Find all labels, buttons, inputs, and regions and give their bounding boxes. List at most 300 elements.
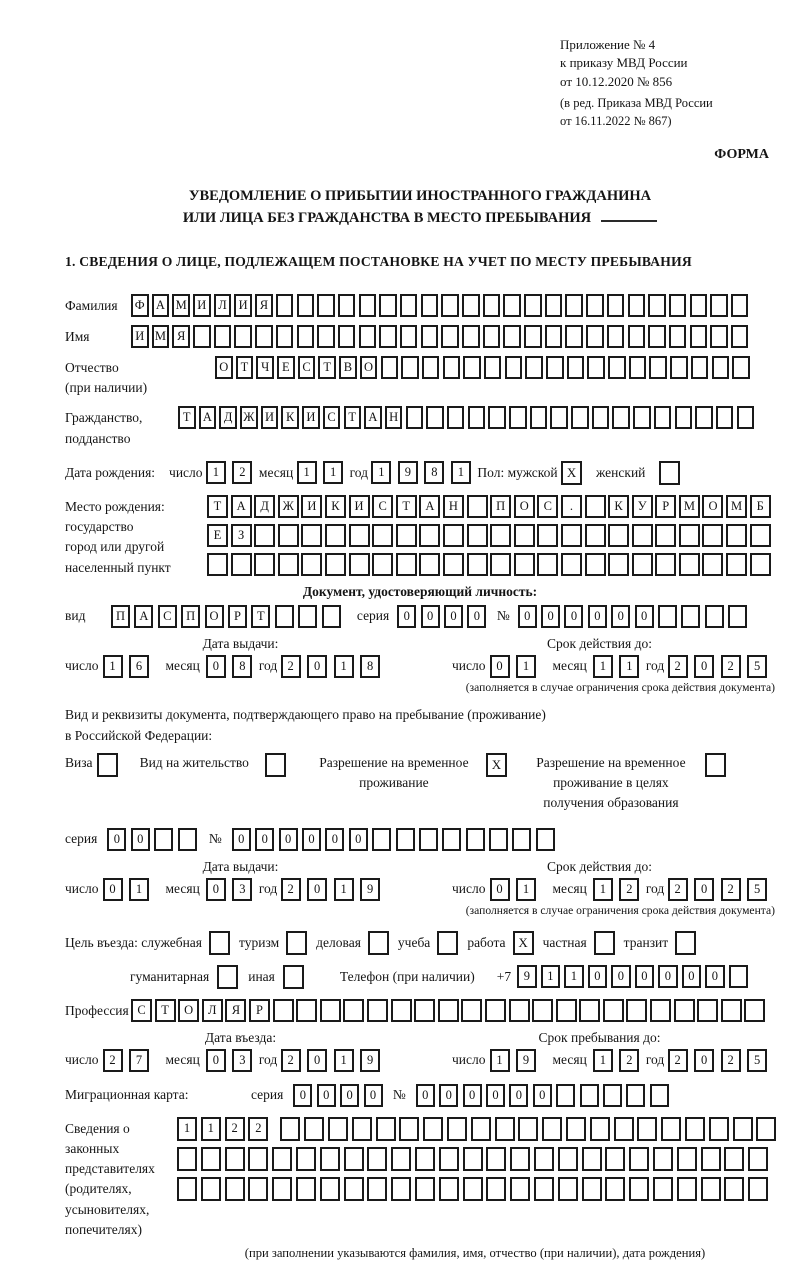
- form-cell: 0: [364, 1084, 383, 1107]
- form-cell: 0: [421, 605, 440, 628]
- form-cell: В: [339, 356, 357, 379]
- form-cell: [463, 1177, 483, 1201]
- surname-label: Фамилия: [65, 297, 118, 313]
- form-cell: [462, 325, 480, 348]
- form-cell: 0: [486, 1084, 505, 1107]
- form-cell: [414, 999, 435, 1022]
- form-cell: [585, 495, 606, 518]
- form-cell: [612, 406, 630, 429]
- form-cell: 0: [439, 1084, 458, 1107]
- form-cell: О: [360, 356, 378, 379]
- citizenship-label: Гражданство, подданство: [65, 410, 143, 446]
- form-cell: 0: [397, 605, 416, 628]
- form-cell: 0: [611, 965, 631, 988]
- appendix-lines: [560, 36, 775, 131]
- form-cell: [372, 828, 391, 851]
- form-cell: [505, 356, 523, 379]
- form-cell: 0: [564, 605, 583, 628]
- migration-number-cells: [416, 1084, 673, 1107]
- form-cell: [396, 553, 417, 576]
- form-cell: [556, 999, 577, 1022]
- form-cell: Т: [236, 356, 254, 379]
- form-cell: [545, 294, 563, 317]
- form-cell: [756, 1117, 776, 1141]
- title-line-2: ИЛИ ЛИЦА БЕЗ ГРАЖДАНСТВА В МЕСТО ПРЕБЫВАНИЯ: [182, 210, 592, 227]
- form-cell: 1: [334, 1049, 354, 1072]
- form-cell: Р: [228, 605, 247, 628]
- phone-prefix: +7: [496, 968, 512, 984]
- form-cell: [352, 1117, 372, 1141]
- form-cell: [691, 356, 709, 379]
- sex-male-checkbox: X: [561, 461, 582, 485]
- form-cell: 2: [668, 655, 688, 678]
- migration-card-row: Миграционная карта: серия 0 0 0 0 № 0 0 0 0 0 0: [65, 1084, 775, 1107]
- form-cell: 1: [129, 878, 149, 901]
- form-cell: [605, 1177, 625, 1201]
- doc-number-label: №: [496, 608, 510, 624]
- form-cell: 1: [593, 1049, 613, 1072]
- form-cell: [467, 553, 488, 576]
- form-cell: [633, 406, 651, 429]
- form-cell: [586, 294, 604, 317]
- form-cell: 2: [281, 878, 301, 901]
- form-cell: [637, 1117, 657, 1141]
- form-cell: [367, 1177, 387, 1201]
- form-cell: [278, 553, 299, 576]
- form-cell: [561, 524, 582, 547]
- entry-month: [206, 1049, 259, 1072]
- form-cell: 0: [340, 1084, 359, 1107]
- form-cell: [367, 999, 388, 1022]
- form-cell: [629, 1147, 649, 1171]
- sex-female-label: женский: [596, 464, 646, 480]
- form-cell: [467, 524, 488, 547]
- form-cell: 0: [131, 828, 150, 851]
- form-cell: Т: [155, 999, 176, 1022]
- form-cell: [679, 553, 700, 576]
- residence-permit-checkbox: [265, 753, 286, 777]
- month-label: месяц: [258, 464, 294, 480]
- migration-card-label: Миграционная карта:: [65, 1087, 189, 1103]
- doc-type-cells: [111, 605, 345, 628]
- citizenship-cells: [178, 406, 757, 429]
- form-cell: М: [172, 294, 190, 317]
- doc-series-label: серия: [356, 608, 390, 624]
- form-cell: [587, 356, 605, 379]
- residence-number-cells: [232, 828, 559, 851]
- temp-residence-checkbox: X: [486, 753, 507, 777]
- form-cell: [675, 406, 693, 429]
- form-cell: 1: [619, 655, 639, 678]
- form-cell: [524, 325, 542, 348]
- form-cell: 0: [463, 1084, 482, 1107]
- form-cell: [556, 1084, 575, 1107]
- form-cell: [550, 406, 568, 429]
- form-cell: [510, 1147, 530, 1171]
- appendix-line: к приказу МВД России: [560, 55, 688, 71]
- residence-series-cells: [107, 828, 201, 851]
- form-cell: [750, 553, 771, 576]
- form-cell: [586, 325, 604, 348]
- purpose-private-checkbox: [594, 931, 615, 955]
- birth-place-cells-row2: [207, 524, 773, 547]
- form-cell: [582, 1177, 602, 1201]
- purpose-work-checkbox: X: [513, 931, 534, 955]
- form-cell: [325, 524, 346, 547]
- form-cell: [488, 406, 506, 429]
- form-cell: [565, 325, 583, 348]
- form-cell: [426, 406, 444, 429]
- form-cell: [537, 524, 558, 547]
- form-cell: [442, 828, 461, 851]
- form-cell: [566, 1117, 586, 1141]
- form-cell: [567, 356, 585, 379]
- form-cell: [490, 524, 511, 547]
- form-cell: 2: [619, 878, 639, 901]
- form-cell: [178, 828, 197, 851]
- form-cell: [276, 294, 294, 317]
- form-cell: 5: [747, 655, 767, 678]
- representatives-cells-row3: [177, 1177, 772, 1201]
- form-cell: [590, 1117, 610, 1141]
- form-cell: И: [131, 325, 149, 348]
- form-cell: [372, 524, 393, 547]
- form-cell: 0: [255, 828, 274, 851]
- form-cell: [301, 524, 322, 547]
- form-cell: [447, 1117, 467, 1141]
- form-cell: [400, 325, 418, 348]
- doc-type-label: вид: [65, 608, 86, 624]
- form-cell: Е: [207, 524, 228, 547]
- form-cell: [748, 1177, 768, 1201]
- form-cell: [681, 605, 700, 628]
- form-cell: 9: [517, 965, 537, 988]
- form-cell: [272, 1147, 292, 1171]
- form-cell: [177, 1147, 197, 1171]
- birth-year-cells: [371, 461, 477, 484]
- form-cell: 6: [129, 655, 149, 678]
- form-cell: [276, 325, 294, 348]
- form-cell: [338, 325, 356, 348]
- form-cell: 2: [281, 1049, 301, 1072]
- form-cell: [441, 294, 459, 317]
- form-cell: [317, 294, 335, 317]
- form-cell: [391, 999, 412, 1022]
- form-cell: [571, 406, 589, 429]
- form-cell: [234, 325, 252, 348]
- form-cell: [349, 524, 370, 547]
- form-cell: [379, 294, 397, 317]
- form-cell: [669, 325, 687, 348]
- form-cell: [423, 1117, 443, 1141]
- profession-row: [65, 999, 775, 1022]
- birth-place-row: [65, 495, 775, 582]
- form-cell: [724, 1147, 744, 1171]
- form-cell: 1: [593, 878, 613, 901]
- form-cell: [379, 325, 397, 348]
- form-cell: [419, 524, 440, 547]
- form-cell: М: [726, 495, 747, 518]
- form-cell: [525, 356, 543, 379]
- stay-year: [668, 1049, 774, 1072]
- form-cell: [701, 1147, 721, 1171]
- form-cell: [298, 605, 317, 628]
- amendment-line: (в ред. Приказа МВД России: [560, 96, 713, 111]
- form-cell: [467, 495, 488, 518]
- form-cell: [695, 406, 713, 429]
- form-cell: [732, 356, 750, 379]
- form-cell: 3: [232, 878, 252, 901]
- form-cell: [273, 999, 294, 1022]
- form-cell: [225, 1147, 245, 1171]
- form-cell: [655, 524, 676, 547]
- form-cell: 0: [107, 828, 126, 851]
- phone-label: Телефон (при наличии): [339, 968, 475, 984]
- form-cell: [463, 356, 481, 379]
- form-cell: [201, 1147, 221, 1171]
- issue-date-heading: Дата выдачи:: [202, 635, 279, 651]
- form-cell: 7: [129, 1049, 149, 1072]
- form-cell: С: [323, 406, 341, 429]
- form-cell: [716, 406, 734, 429]
- form-cell: 2: [225, 1117, 245, 1141]
- form-cell: С: [372, 495, 393, 518]
- form-cell: .: [561, 495, 582, 518]
- form-cell: [422, 356, 440, 379]
- form-cell: [320, 1177, 340, 1201]
- form-cell: [537, 553, 558, 576]
- form-cell: [546, 356, 564, 379]
- representatives-cells-row1: [177, 1117, 780, 1141]
- form-cell: 2: [668, 1049, 688, 1072]
- form-cell: К: [281, 406, 299, 429]
- identity-valid-month: [593, 655, 646, 678]
- form-cell: 2: [721, 1049, 741, 1072]
- form-cell: 0: [694, 878, 714, 901]
- form-cell: 0: [705, 965, 725, 988]
- form-cell: [483, 294, 501, 317]
- form-cell: [654, 406, 672, 429]
- form-cell: К: [608, 495, 629, 518]
- form-cell: [280, 1117, 300, 1141]
- form-cell: 0: [541, 605, 560, 628]
- migration-series-cells: [293, 1084, 387, 1107]
- form-cell: [254, 524, 275, 547]
- form-cell: [697, 999, 718, 1022]
- form-cell: [400, 294, 418, 317]
- form-cell: [705, 605, 724, 628]
- form-cell: [486, 1177, 506, 1201]
- form-cell: Я: [255, 294, 273, 317]
- form-cell: 9: [398, 461, 418, 484]
- purpose-other-checkbox: [283, 965, 304, 989]
- form-cell: [344, 1177, 364, 1201]
- form-cell: [592, 406, 610, 429]
- doc-number-cells: [518, 605, 752, 628]
- form-cell: [254, 553, 275, 576]
- profession-cells: [131, 999, 768, 1022]
- form-cell: 0: [206, 1049, 226, 1072]
- entry-date-col: Дата въезда: число 2 7 месяц 0 3 год 2 0 1 9: [65, 1030, 416, 1072]
- form-cell: [514, 524, 535, 547]
- form-cell: [255, 325, 273, 348]
- form-cell: [677, 1177, 697, 1201]
- form-cell: [626, 1084, 645, 1107]
- form-cell: [509, 999, 530, 1022]
- form-cell: [534, 1147, 554, 1171]
- purpose-label: Цель въезда:: [65, 934, 138, 950]
- form-cell: [359, 325, 377, 348]
- form-cell: [702, 524, 723, 547]
- form-cell: [443, 553, 464, 576]
- form-cell: С: [131, 999, 152, 1022]
- form-cell: 0: [349, 828, 368, 851]
- residence-valid-month: [593, 878, 646, 901]
- entry-day: [103, 1049, 156, 1072]
- sex-female-checkbox: [659, 461, 680, 485]
- form-cell: [685, 1117, 705, 1141]
- form-cell: 2: [721, 655, 741, 678]
- form-cell: 1: [103, 655, 123, 678]
- form-cell: Т: [178, 406, 196, 429]
- representatives-cells-row2: [177, 1147, 772, 1171]
- form-cell: [750, 524, 771, 547]
- form-cell: [737, 406, 755, 429]
- form-cell: [296, 1177, 316, 1201]
- form-cell: [419, 553, 440, 576]
- form-cell: [582, 1147, 602, 1171]
- form-cell: 2: [668, 878, 688, 901]
- purpose-row-2: гуманитарная иная Телефон (при наличии) +7 9 1 1 0 0 0 0 0 0: [65, 965, 775, 989]
- form-cell: 0: [307, 878, 327, 901]
- form-cell: И: [234, 294, 252, 317]
- form-cell: [349, 553, 370, 576]
- form-cell: [608, 524, 629, 547]
- form-cell: А: [419, 495, 440, 518]
- form-cell: [558, 1177, 578, 1201]
- identity-issue-year: [281, 655, 387, 678]
- form-cell: [628, 325, 646, 348]
- form-cell: [510, 1177, 530, 1201]
- form-cell: [607, 325, 625, 348]
- sex-male-label: Пол: мужской: [477, 464, 558, 480]
- form-cell: 0: [635, 605, 654, 628]
- representatives-label: Сведения о законных представителях (родителях, усыновителях, попечителях): [65, 1120, 155, 1237]
- form-cell: 0: [682, 965, 702, 988]
- form-cell: [603, 1084, 622, 1107]
- form-cell: [744, 999, 765, 1022]
- form-cell: [702, 553, 723, 576]
- form-cell: [317, 325, 335, 348]
- form-cell: [483, 325, 501, 348]
- form-cell: [278, 524, 299, 547]
- form-cell: 0: [490, 655, 510, 678]
- entry-year: [281, 1049, 387, 1072]
- form-cell: [489, 828, 508, 851]
- form-cell: О: [178, 999, 199, 1022]
- form-cell: [338, 294, 356, 317]
- form-cell: [661, 1117, 681, 1141]
- form-cell: 5: [747, 878, 767, 901]
- form-cell: [231, 553, 252, 576]
- patronymic-row: [65, 356, 775, 399]
- form-cell: [441, 325, 459, 348]
- option-temp-residence-education: Разрешение на временное проживание в целях получения образования: [525, 753, 726, 814]
- amendment-line: от 16.11.2022 № 867): [560, 114, 672, 129]
- identity-valid-day: [490, 655, 543, 678]
- form-cell: [603, 999, 624, 1022]
- form-cell: [376, 1117, 396, 1141]
- form-cell: [614, 1117, 634, 1141]
- form-cell: 1: [201, 1117, 221, 1141]
- form-cell: [320, 999, 341, 1022]
- form-cell: 1: [334, 655, 354, 678]
- page-title: [65, 185, 775, 230]
- form-cell: [565, 294, 583, 317]
- valid-note-2: (заполняется в случае ограничения срока действия документа): [465, 903, 775, 917]
- option-residence-permit: Вид на жительство: [140, 753, 286, 777]
- form-cell: [367, 1147, 387, 1171]
- purpose-tourism-checkbox: [286, 931, 307, 955]
- identity-valid-year: [668, 655, 774, 678]
- identity-doc-heading: Документ, удостоверяющий личность:: [302, 583, 538, 599]
- identity-doc-row: [65, 605, 775, 628]
- title-line-1: УВЕДОМЛЕНИЕ О ПРИБЫТИИ ИНОСТРАННОГО ГРАЖДАНИНА: [188, 187, 652, 204]
- form-cell: 0: [444, 605, 463, 628]
- form-cell: 0: [533, 1084, 552, 1107]
- form-cell: [322, 605, 341, 628]
- form-cell: Т: [318, 356, 336, 379]
- form-cell: 2: [248, 1117, 268, 1141]
- form-cell: [495, 1117, 515, 1141]
- purpose-row-1: Цель въезда: служебная туризм деловая учеба работа X частная транзит: [65, 931, 775, 955]
- form-cell: [399, 1117, 419, 1141]
- residence-valid-year: [668, 878, 774, 901]
- form-cell: 8: [424, 461, 444, 484]
- form-cell: [649, 356, 667, 379]
- residence-doc-dates: [65, 859, 775, 917]
- form-cell: [248, 1147, 268, 1171]
- form-cell: 0: [694, 1049, 714, 1072]
- citizenship-row: [65, 406, 775, 449]
- purpose-business-trip-checkbox: [209, 931, 230, 955]
- residence-valid-day: [490, 878, 543, 901]
- form-cell: [461, 999, 482, 1022]
- form-cell: [320, 1147, 340, 1171]
- form-cell: [629, 1177, 649, 1201]
- form-cell: [503, 325, 521, 348]
- form-cell: [207, 553, 228, 576]
- residence-issue-year: [281, 878, 387, 901]
- form-cell: Ф: [131, 294, 149, 317]
- form-cell: [304, 1117, 324, 1141]
- form-cell: [545, 325, 563, 348]
- residence-issue-day: [103, 878, 156, 901]
- form-cell: [214, 325, 232, 348]
- form-cell: С: [537, 495, 558, 518]
- form-cell: 0: [509, 1084, 528, 1107]
- form-cell: 1: [371, 461, 391, 484]
- residence-issue-col: Дата выдачи: число 0 1 месяц 0 3 год 2 0 1 9: [65, 859, 416, 917]
- form-cell: [580, 1084, 599, 1107]
- given-name-label: Имя: [65, 328, 90, 344]
- form-cell: И: [302, 406, 320, 429]
- doc-series-cells: [397, 605, 491, 628]
- form-label: ФОРМА: [714, 146, 769, 162]
- form-cell: 1: [451, 461, 471, 484]
- form-cell: 0: [490, 878, 510, 901]
- form-cell: 1: [334, 878, 354, 901]
